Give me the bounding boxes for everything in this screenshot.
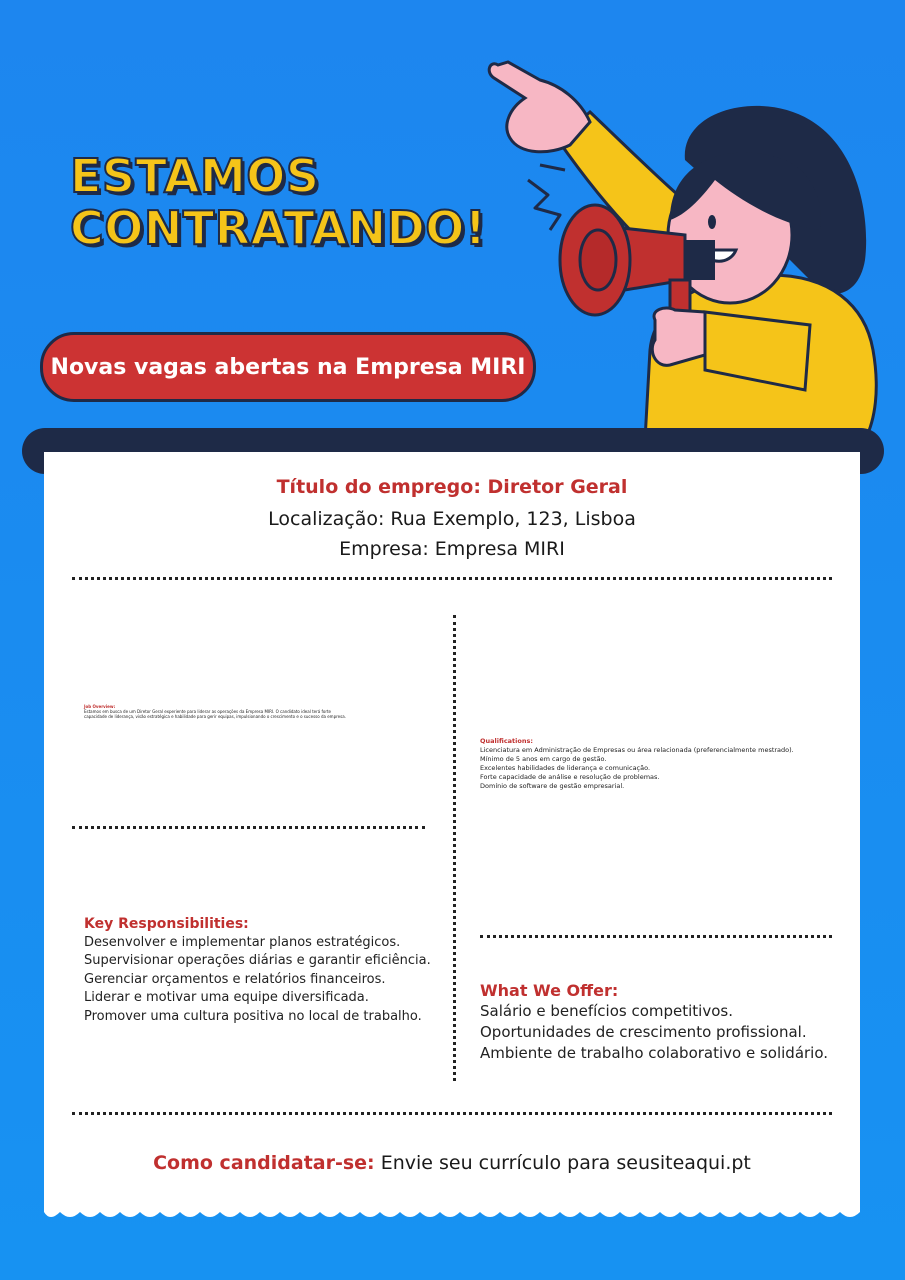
overview-text: Estamos em busca de um Diretor Geral experiente para liderar as operações da Empresa MIRI. O candidato ideal terá forte capacidade de liderança, visão estratégica e habilidade para gerir equipas, impulsionando o crescimento e o sucesso da empresa. <box>84 709 346 719</box>
qualification-item: Excelentes habilidades de liderança e comunicação. <box>480 764 651 772</box>
divider-left-middle <box>72 826 425 829</box>
job-company: Empresa: Empresa MIRI <box>339 538 565 560</box>
qualification-item: Licenciatura em Administração de Empresas ou área relacionada (preferencialmente mestrado). <box>480 746 794 754</box>
responsibility-item: Desenvolver e implementar planos estratégicos. <box>84 934 401 950</box>
divider-vertical <box>453 615 456 1081</box>
qualification-item: Mínimo de 5 anos em cargo de gestão. <box>480 755 607 763</box>
responsibility-item: Liderar e motivar uma equipe diversificada. <box>84 990 369 1005</box>
offer-section <box>480 980 840 1064</box>
job-location: Localização: Rua Exemplo, 123, Lisboa <box>268 508 636 530</box>
qualification-item: Domínio de software de gestão empresarial. <box>480 782 625 790</box>
apply-label: Como candidatar-se: <box>153 1152 375 1174</box>
apply-line <box>44 1152 860 1174</box>
overview-heading: Job Overview: <box>84 704 116 709</box>
responsibility-item: Promover uma cultura positiva no local de trabalho. <box>84 1008 422 1024</box>
headline-line-2: CONTRATANDO! <box>70 201 487 255</box>
offer-heading: What We Offer: <box>480 981 619 1000</box>
hero-headline <box>70 150 486 254</box>
overview-section <box>84 704 354 719</box>
job-title: Título do emprego: Diretor Geral <box>276 476 628 498</box>
offer-item: Ambiente de trabalho colaborativo e solidário. <box>480 1044 829 1062</box>
pill-label: Novas vagas abertas na Empresa MIRI <box>50 354 526 380</box>
responsibility-item: Supervisionar operações diárias e garantir eficiência. <box>84 953 431 968</box>
qualification-item: Forte capacidade de análise e resolução de problemas. <box>480 773 660 781</box>
job-card <box>44 452 860 1212</box>
card-scalloped-edge <box>44 1190 860 1226</box>
responsibility-item: Gerenciar orçamentos e relatórios financeiros. <box>84 971 386 987</box>
megaphone-woman-illustration <box>480 50 905 440</box>
divider-top <box>72 577 832 580</box>
offer-item: Oportunidades de crescimento profissional. <box>480 1023 807 1041</box>
divider-bottom <box>72 1112 832 1115</box>
headline-line-1: ESTAMOS <box>70 149 320 203</box>
responsibilities-section <box>84 915 434 1026</box>
offer-item: Salário e benefícios competitivos. <box>480 1002 733 1020</box>
responsibilities-heading: Key Responsibilities: <box>84 916 249 932</box>
divider-right-middle <box>480 935 832 938</box>
qualifications-section <box>480 737 820 791</box>
apply-text: Envie seu currículo para seusiteaqui.pt <box>380 1152 751 1174</box>
qualifications-heading: Qualifications: <box>480 737 533 745</box>
open-positions-pill <box>40 332 536 402</box>
